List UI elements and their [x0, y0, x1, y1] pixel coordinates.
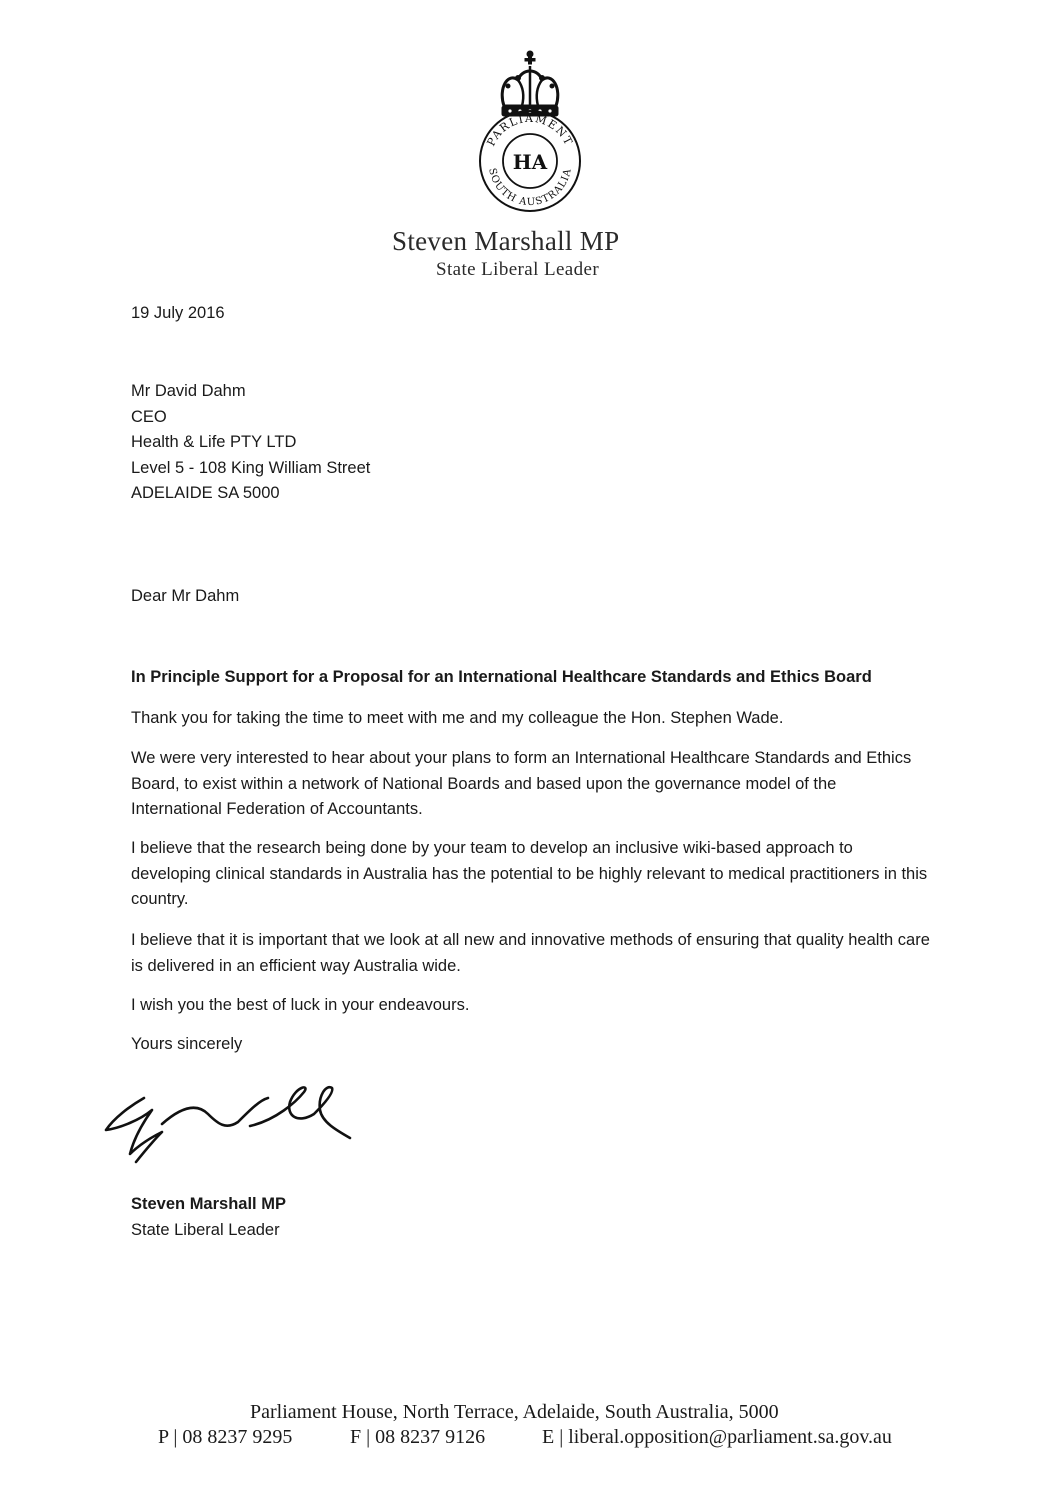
letterhead-name: Steven Marshall MP	[392, 226, 620, 256]
recipient-address	[131, 379, 370, 507]
body-paragraph-2: We were very interested to hear about your plans to form an International Healthcare Standards and Ethics Board, to exist within a network of National Boards and based upon the governance model of the International Federation of Accountants.	[131, 749, 912, 818]
recipient-city: ADELAIDE SA 5000	[131, 484, 280, 502]
crest-text-bottom: SOUTH AUSTRALIA	[486, 167, 574, 209]
recipient-name: Mr David Dahm	[131, 382, 246, 400]
handwritten-signature	[100, 1080, 360, 1172]
parliament-crest-logo	[474, 48, 586, 218]
footer-phone: P | 08 8237 9295	[158, 1426, 293, 1448]
body-paragraph-5: I wish you the best of luck in your endeavours.	[131, 996, 470, 1014]
crest-text-top: PARLIAMENT	[484, 111, 576, 149]
body-paragraph-3: I believe that the research being done by your team to develop an inclusive wiki-based approach to developing clinical standards in Australia has the potential to be highly relevant to medical practitioners in this country.	[131, 839, 928, 908]
footer-address: Parliament House, North Terrace, Adelaide, South Australia, 5000	[250, 1401, 779, 1423]
salutation: Dear Mr Dahm	[131, 587, 240, 605]
signatory-name: Steven Marshall MP	[131, 1195, 286, 1213]
svg-text:PARLIAMENT	[485, 112, 576, 148]
closing: Yours sincerely	[131, 1035, 243, 1053]
signatory-role: State Liberal Leader	[131, 1221, 280, 1239]
footer-email[interactable]: E | liberal.opposition@parliament.sa.gov.au	[542, 1426, 892, 1448]
crest-monogram: HA	[512, 150, 548, 174]
recipient-street: Level 5 - 108 King William Street	[131, 458, 371, 477]
footer-fax: F | 08 8237 9126	[350, 1426, 486, 1448]
body-paragraph-4: I believe that it is important that we look at all new and innovative methods of ensuring that quality health care is delivered in an efficient way Australia wide.	[131, 931, 930, 975]
letter-date: 19 July 2016	[131, 304, 225, 322]
recipient-company: Health & Life PTY LTD	[131, 433, 297, 451]
recipient-title: CEO	[131, 407, 167, 426]
body-paragraph-1: Thank you for taking the time to meet with me and my colleague the Hon. Stephen Wade.	[131, 709, 784, 727]
subject-line: In Principle Support for a Proposal for an International Healthcare Standards and Ethics Board	[131, 668, 872, 686]
letterhead-role: State Liberal Leader	[436, 259, 600, 280]
